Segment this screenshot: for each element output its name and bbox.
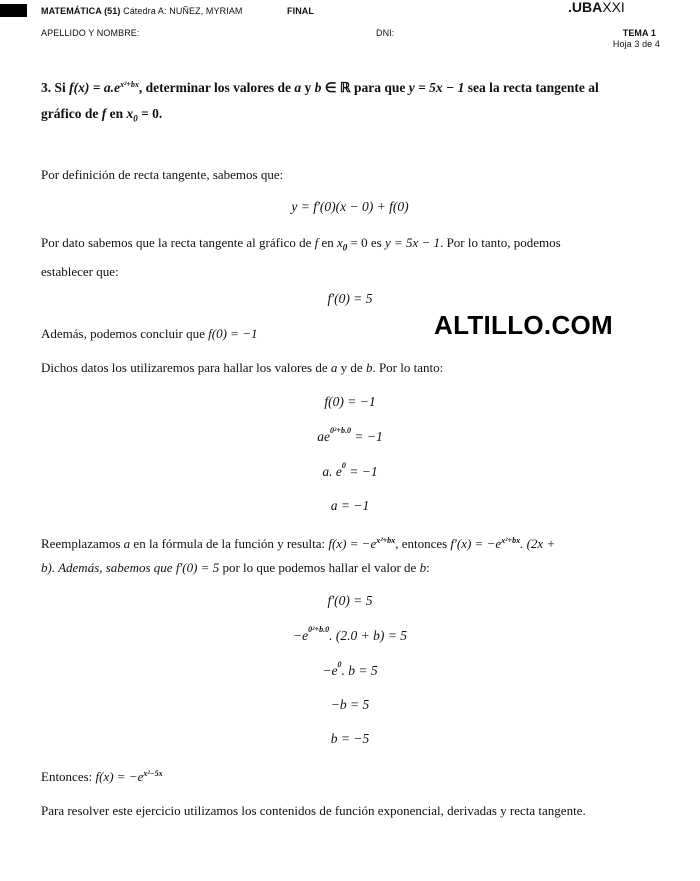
equation-fprime-5: f′(0) = 5 bbox=[327, 291, 373, 306]
altillo-watermark: ALTILLO.COM bbox=[434, 310, 614, 340]
course-header bbox=[41, 6, 243, 16]
paragraph-replace: Reemplazamos a en la fórmula de la función y resulta: $f(x) = -e^{x^2+bx}$, entonces $f'(x) = -e^{x^2+bx}$. (2x + b). Además, sabemos que f′(0) = 5 por lo que podemos hallar el valor de b: bbox=[41, 536, 556, 575]
uba-xxi-logo bbox=[568, 0, 625, 15]
paragraph-data: Por dato sabemos que la recta tangente al gráfico de f en $x_0 = 0$ es y = 5x − 1. Por lo tanto, podemos establecer que: bbox=[41, 235, 561, 279]
equation-b-result: b = −5 bbox=[330, 731, 370, 746]
equation-a-exp: $ae^{0^2+b.0} = -1$ bbox=[317, 426, 383, 444]
page-number: Hoja 3 de 4 bbox=[612, 39, 660, 49]
name-label: APELLIDO Y NOMBRE: bbox=[41, 28, 140, 38]
equation-neg-b: −b = 5 bbox=[330, 697, 370, 712]
catedra: Cátedra A: NUÑEZ, MYRIAM bbox=[120, 6, 243, 16]
paragraph-conclusion: Además, podemos concluir que f(0) = −1 bbox=[41, 326, 258, 341]
function-definition: $f(x) = a.e^{x^2+bx}$ bbox=[69, 80, 139, 95]
tema-label: TEMA 1 bbox=[622, 28, 656, 38]
paragraph-find-values: Dichos datos los utilizaremos para hallar los valores de a y de b. Por lo tanto: bbox=[41, 360, 444, 375]
header-black-bar bbox=[0, 4, 27, 17]
paragraph-final-function: Entonces: $f(x) = -e^{x^2-5x}$ bbox=[41, 769, 163, 784]
paragraph-definition: Por definición de recta tangente, sabemos que: bbox=[41, 167, 284, 182]
equation-a-e0: a. $e^0 = -1$ bbox=[322, 461, 378, 479]
equation-a-result: a = −1 bbox=[330, 498, 370, 513]
equation-e0-b: $-e^0$. b = 5 bbox=[322, 660, 378, 678]
paragraph-closing: Para resolver este ejercicio utilizamos los contenidos de función exponencial, derivadas y recta tangente. bbox=[41, 803, 586, 818]
exam-type: FINAL bbox=[287, 6, 314, 16]
question-statement: 3. Si $f(x) = a.e^{x^2+bx}$, determinar los valores de a y b ∈ ℝ para que y = 5x − 1 sea la recta tangente al gráfico de f en $x_0 = 0$. bbox=[41, 80, 599, 124]
tangent-line-eq: y = 5x − 1 bbox=[408, 80, 465, 95]
equation-derivative-sub: $-e^{0^2+b.0}$. (2.0 + b) = 5 bbox=[293, 625, 407, 643]
equation-fprime0: f′(0) = 5 bbox=[327, 593, 373, 608]
equation-tangent-general: y = f′(0)(x − 0) + f(0) bbox=[291, 199, 409, 214]
dni-label: DNI: bbox=[376, 28, 395, 38]
equation-f0: f(0) = −1 bbox=[324, 394, 376, 409]
brand-suffix: XXI bbox=[602, 0, 625, 15]
brand-main: .UBA bbox=[568, 0, 603, 15]
course-name: MATEMÁTICA (51) bbox=[41, 6, 121, 16]
